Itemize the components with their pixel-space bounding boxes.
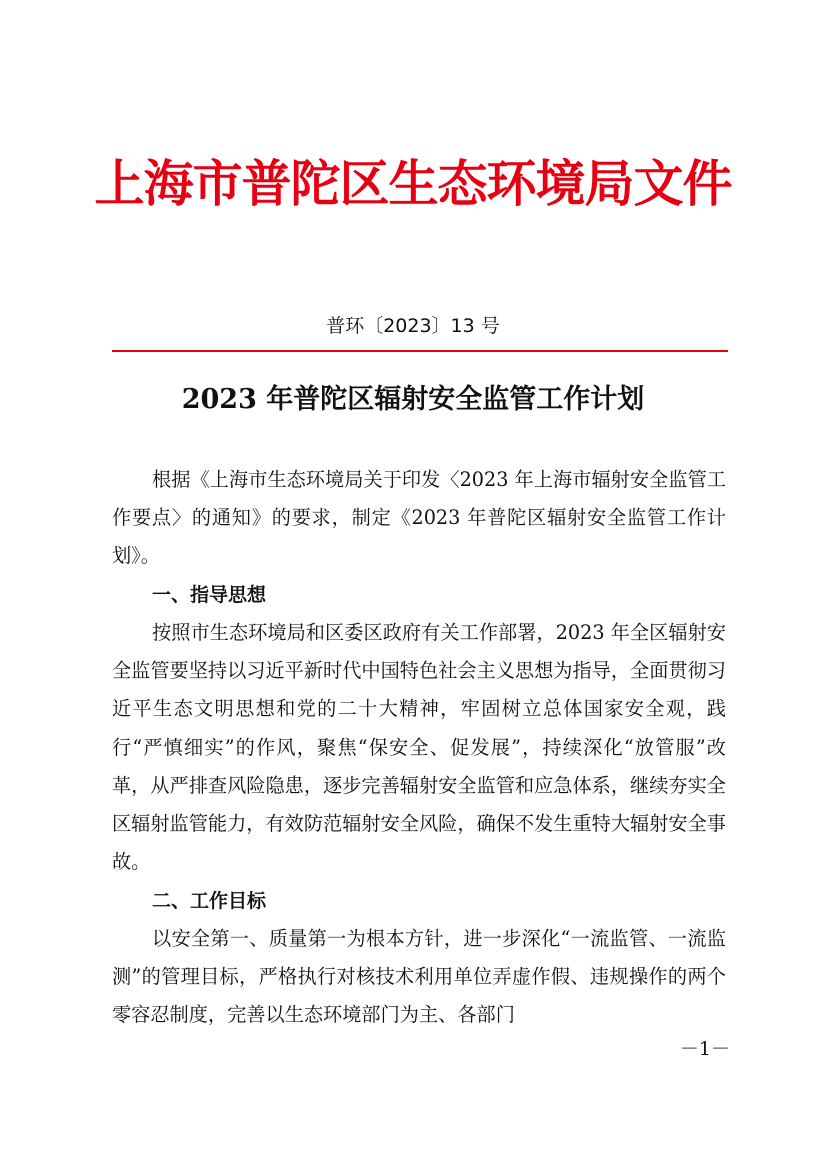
document-number: 普环〔2023〕13 号: [326, 315, 500, 337]
intro-paragraph: 根据《上海市生态环境局关于印发〈2023 年上海市辐射安全监管工作要点〉的通知》的要求，制定《2023 年普陀区辐射安全监管工作计划》。: [112, 468, 726, 568]
document-title: 2023 年普陀区辐射安全监管工作计划: [181, 384, 645, 415]
issuing-authority-header: 上海市普陀区生态环境局文件: [94, 154, 732, 213]
guiding-ideology-paragraph: 按照市生态环境局和区委区政府有关工作部署，2023 年全区辐射安全监管要坚持以习近平新时代中国特色社会主义思想为指导，全面贯彻习近平生态文明思想和党的二十大精神，牢固树立总体国家安全观，践行“严慎细实”的作风，聚焦“保安全、促发展”，持续深化“放管服”改革，从严排查风险隐患，逐步完善辐射安全监管和应急体系，继续夯实全区辐射监管能力，有效防范辐射安全风险，确保不发生重特大辐射安全事故。: [112, 621, 726, 874]
section-heading-work-goals: 二、工作目标: [152, 890, 267, 912]
page-number: －1－: [679, 1038, 730, 1060]
section-heading-guiding-ideology: 一、指导思想: [152, 584, 267, 606]
work-goals-paragraph: 以安全第一、质量第一为根本方针，进一步深化“一流监管、一流监测”的管理目标，严格执行对核技术利用单位弄虚作假、违规操作的两个零容忍制度，完善以生态环境部门为主、各部门: [112, 927, 726, 1027]
red-divider-line: [112, 350, 728, 352]
